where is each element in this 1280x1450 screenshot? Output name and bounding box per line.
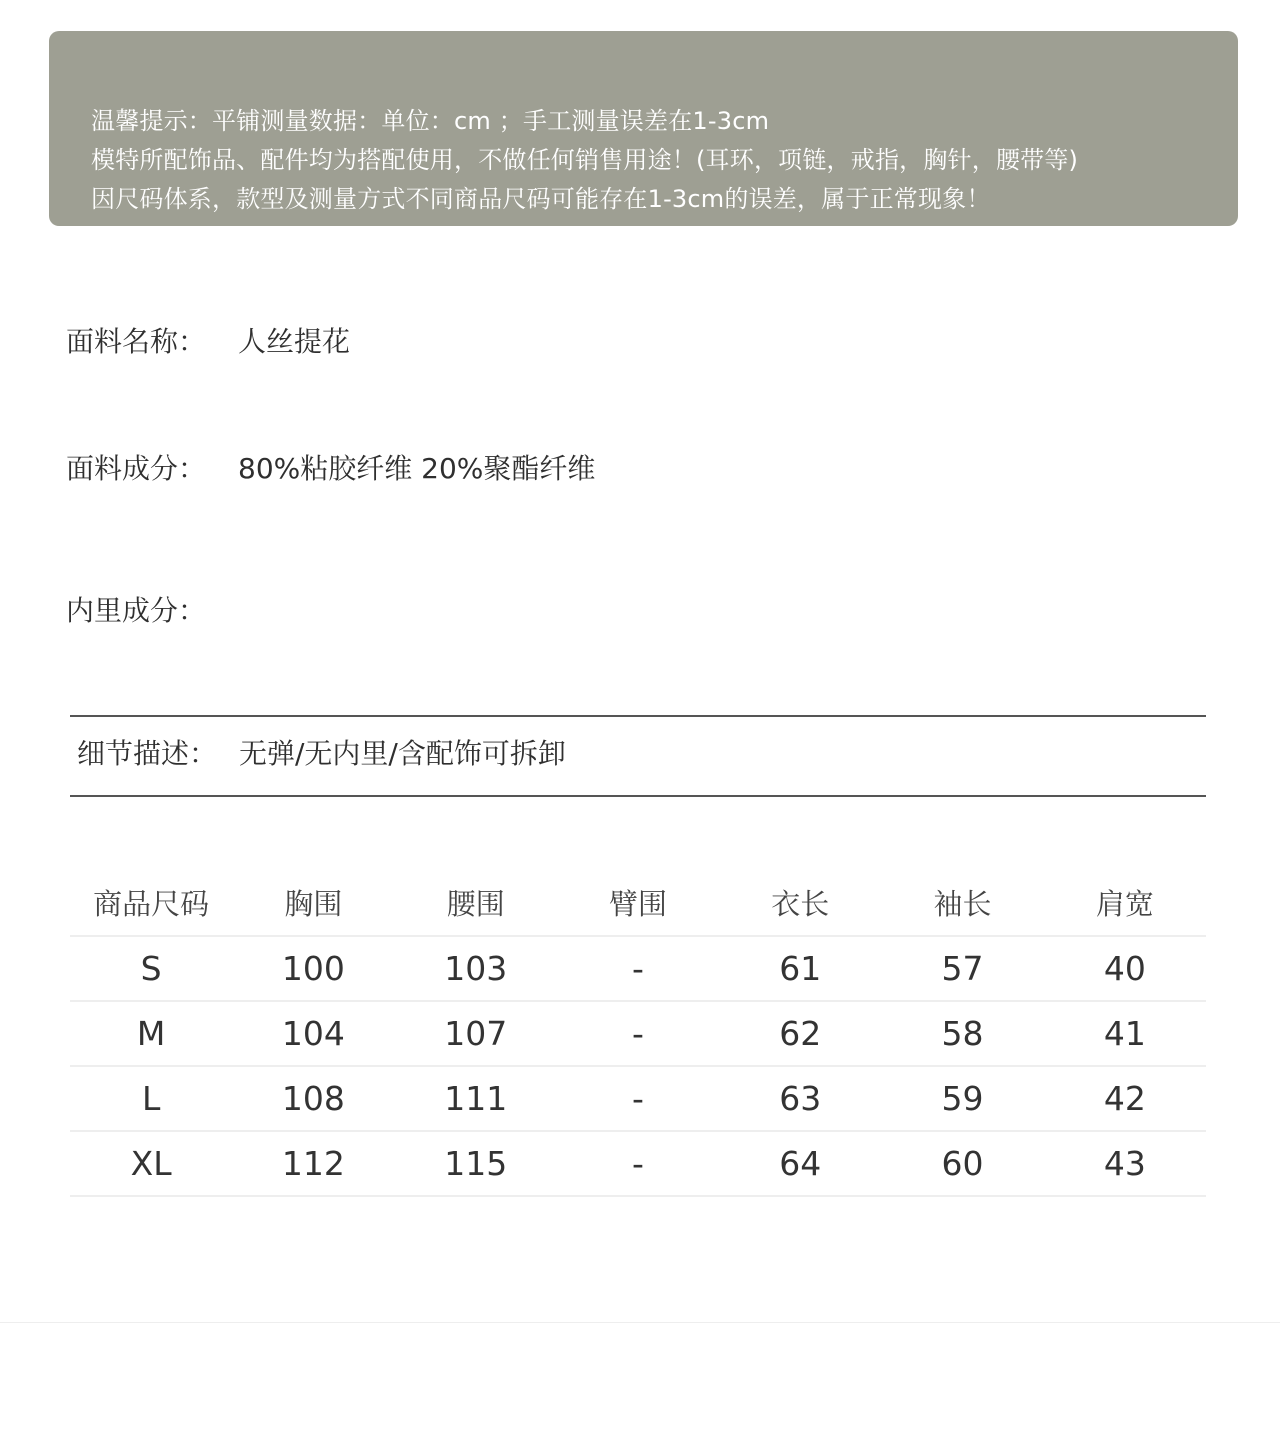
fabric-name-label: 面料名称：: [66, 325, 207, 358]
cell-arm: -: [557, 936, 719, 1001]
cell-arm: -: [557, 1001, 719, 1066]
detail-top-divider: [70, 715, 1206, 717]
table-row: [70, 1001, 1206, 1066]
cell-size: L: [70, 1066, 232, 1131]
notice-line-accessories: 模特所配饰品、配件均为搭配使用，不做任何销售用途！(耳环，项链，戒指，胸针，腰带等): [91, 146, 1079, 174]
header-waist: 腰围: [395, 870, 557, 936]
cell-sleeve: 57: [881, 936, 1043, 1001]
cell-sleeve: 59: [881, 1066, 1043, 1131]
table-row: [70, 936, 1206, 1001]
table-row: [70, 1066, 1206, 1131]
cell-size: S: [70, 936, 232, 1001]
cell-size: XL: [70, 1131, 232, 1196]
bottom-divider: [0, 1322, 1280, 1323]
cell-size: M: [70, 1001, 232, 1066]
cell-waist: 111: [395, 1066, 557, 1131]
cell-bust: 104: [232, 1001, 394, 1066]
detail-bottom-divider: [70, 795, 1206, 797]
size-table: [70, 870, 1206, 1197]
notice-line-tolerance: 因尺码体系，款型及测量方式不同商品尺码可能存在1-3cm的误差，属于正常现象！: [91, 185, 991, 213]
cell-sleeve: 60: [881, 1131, 1043, 1196]
lining-composition-row: [66, 594, 238, 628]
cell-arm: -: [557, 1066, 719, 1131]
fabric-name-value: 人丝提花: [238, 325, 351, 358]
detail-row: [77, 737, 566, 771]
cell-shoulder: 40: [1044, 936, 1206, 1001]
header-arm: 臂围: [557, 870, 719, 936]
cell-bust: 100: [232, 936, 394, 1001]
header-length: 衣长: [719, 870, 881, 936]
lining-composition-label: 内里成分：: [66, 594, 207, 627]
cell-length: 63: [719, 1066, 881, 1131]
header-sleeve: 袖长: [881, 870, 1043, 936]
header-bust: 胸围: [232, 870, 394, 936]
notice-box: [49, 31, 1238, 226]
fabric-name-row: [66, 325, 350, 359]
fabric-composition-label: 面料成分：: [66, 452, 207, 485]
cell-shoulder: 41: [1044, 1001, 1206, 1066]
fabric-composition-value: 80%粘胶纤维 20%聚酯纤维: [238, 452, 596, 485]
table-row: [70, 1131, 1206, 1196]
cell-bust: 108: [232, 1066, 394, 1131]
cell-waist: 103: [395, 936, 557, 1001]
cell-sleeve: 58: [881, 1001, 1043, 1066]
header-size: 商品尺码: [70, 870, 232, 936]
cell-arm: -: [557, 1131, 719, 1196]
cell-shoulder: 42: [1044, 1066, 1206, 1131]
size-table-header-row: [70, 870, 1206, 936]
detail-value: 无弹/无内里/含配饰可拆卸: [239, 737, 566, 770]
cell-waist: 107: [395, 1001, 557, 1066]
detail-label: 细节描述：: [77, 737, 218, 770]
notice-line-units: 温馨提示：平铺测量数据：单位：cm ；手工测量误差在1-3cm: [91, 107, 770, 135]
cell-shoulder: 43: [1044, 1131, 1206, 1196]
cell-waist: 115: [395, 1131, 557, 1196]
cell-length: 64: [719, 1131, 881, 1196]
cell-length: 61: [719, 936, 881, 1001]
fabric-composition-row: [66, 452, 595, 486]
cell-bust: 112: [232, 1131, 394, 1196]
cell-length: 62: [719, 1001, 881, 1066]
header-shoulder: 肩宽: [1044, 870, 1206, 936]
